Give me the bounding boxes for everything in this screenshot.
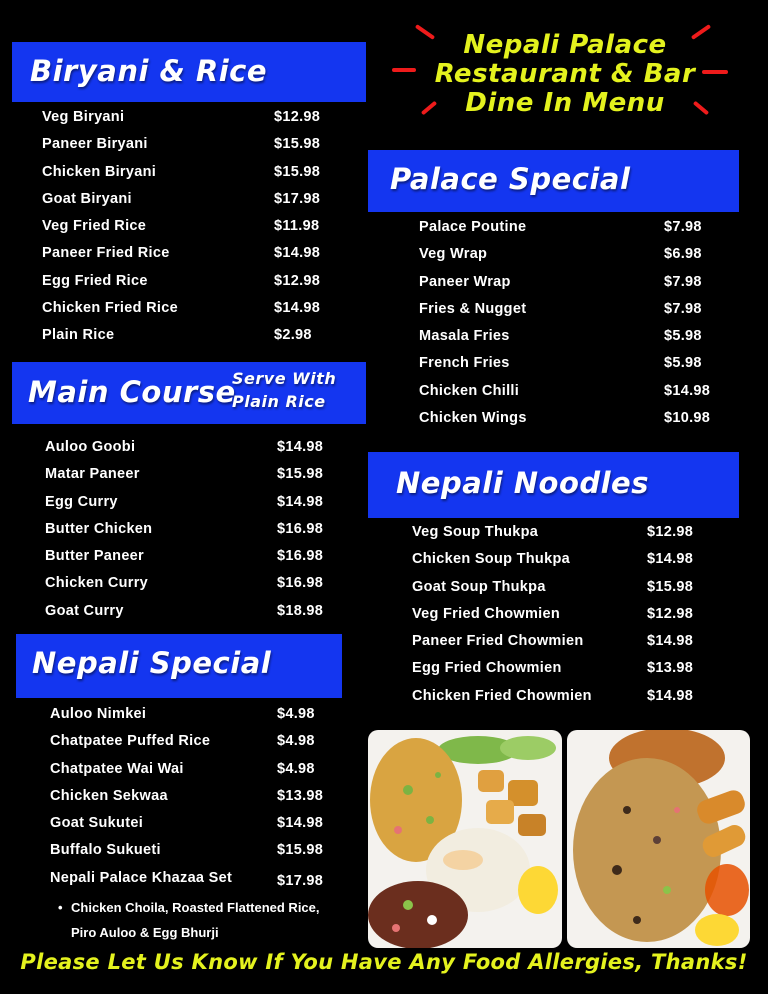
menu-item <box>42 109 342 136</box>
item-name: Butter Chicken <box>45 520 153 537</box>
item-price: $5.98 <box>664 328 702 345</box>
nepali-noodles-list <box>412 524 722 715</box>
menu-item <box>412 660 722 687</box>
item-price: $14.98 <box>277 439 324 455</box>
item-name: Goat Soup Thukpa <box>412 578 546 595</box>
item-price: $17.98 <box>277 872 324 889</box>
item-name: Masala Fries <box>419 328 510 345</box>
item-price: $14.98 <box>274 245 321 262</box>
item-price: $12.98 <box>647 605 694 622</box>
item-name: Goat Sukutei <box>50 815 144 832</box>
item-name: Egg Curry <box>45 493 118 510</box>
item-name: Chicken Biryani <box>42 163 157 180</box>
item-price: $15.98 <box>647 578 694 595</box>
item-name: Chatpatee Wai Wai <box>50 760 184 777</box>
menu-item <box>42 300 342 327</box>
item-name: Buffalo Sukueti <box>50 842 161 859</box>
menu-item <box>412 524 722 551</box>
item-price: $2.98 <box>274 327 312 344</box>
menu-item <box>412 551 722 578</box>
item-price: $14.98 <box>274 300 321 317</box>
title-line-3: Dine In Menu <box>465 88 665 118</box>
menu-item <box>50 761 340 788</box>
item-name: Chicken Wings <box>419 410 527 427</box>
item-price: $12.98 <box>274 272 321 289</box>
menu-item <box>50 815 340 842</box>
nepali-noodles-banner <box>368 452 739 518</box>
item-price: $10.98 <box>664 410 711 427</box>
item-name: Nepali Palace Khazaa Set <box>50 869 233 886</box>
item-price: $15.98 <box>274 136 321 153</box>
food-photo-plate <box>368 730 562 948</box>
item-price: $12.98 <box>274 109 321 125</box>
menu-item <box>50 842 340 869</box>
item-name: Egg Fried Chowmien <box>412 660 562 677</box>
menu-item <box>45 439 345 466</box>
item-name: Chicken Fried Chowmien <box>412 687 592 704</box>
item-name: Matar Paneer <box>45 466 140 483</box>
menu-item <box>50 706 340 733</box>
palace-special-banner <box>368 150 739 212</box>
menu-item <box>45 466 345 493</box>
item-price: $16.98 <box>277 575 324 592</box>
menu-item <box>42 245 342 272</box>
item-price: $5.98 <box>664 355 702 372</box>
main-course-heading: Main Course <box>28 375 236 409</box>
nepali-special-list <box>50 706 340 897</box>
item-price: $15.98 <box>274 163 321 180</box>
item-price: $18.98 <box>277 602 324 619</box>
menu-item <box>45 548 345 575</box>
menu-item <box>419 355 729 382</box>
item-name: Chicken Sekwaa <box>50 787 168 804</box>
item-name: Paneer Biryani <box>42 136 148 153</box>
item-name: Chicken Chilli <box>419 382 520 399</box>
item-price: $16.98 <box>277 520 324 537</box>
bullet-dot: • <box>58 900 63 915</box>
item-name: Chicken Soup Thukpa <box>412 551 570 568</box>
menu-item <box>50 733 340 760</box>
item-price: $12.98 <box>647 524 694 540</box>
main-course-note-line-1: Serve With <box>232 369 337 388</box>
item-price: $14.98 <box>664 382 711 399</box>
menu-item <box>419 410 729 437</box>
item-name: Auloo Nimkei <box>50 706 147 722</box>
rice-illustration <box>567 730 750 948</box>
item-price: $14.98 <box>277 815 324 832</box>
menu-item <box>412 579 722 606</box>
menu-item <box>419 301 729 328</box>
title-line-1: Nepali Palace <box>463 30 667 60</box>
item-name: Chatpatee Puffed Rice <box>50 733 211 750</box>
item-name: French Fries <box>419 355 510 372</box>
item-price: $7.98 <box>664 219 702 235</box>
allergy-notice: Please Let Us Know If You Have Any Food Allergies, Thanks! <box>20 950 748 974</box>
menu-item <box>45 575 345 602</box>
item-price: $7.98 <box>664 273 702 290</box>
item-name: Goat Biryani <box>42 190 132 207</box>
khazaa-set-note-text: Chicken Choila, Roasted Flattened Rice, Piro Auloo & Egg Bhurji <box>71 900 320 940</box>
nepali-special-banner <box>16 634 342 698</box>
item-price: $13.98 <box>647 660 694 677</box>
menu-item <box>45 603 345 630</box>
item-name: Fries & Nugget <box>419 300 527 317</box>
menu-item <box>412 633 722 660</box>
item-name: Chicken Fried Rice <box>42 300 178 317</box>
menu-item <box>42 191 342 218</box>
item-price: $6.98 <box>664 246 702 263</box>
title-line-2: Restaurant & Bar <box>434 59 696 89</box>
item-name: Veg Fried Rice <box>42 218 147 235</box>
item-price: $14.98 <box>647 551 694 568</box>
item-name: Egg Fried Rice <box>42 272 148 289</box>
item-price: $4.98 <box>277 733 315 750</box>
palace-special-heading: Palace Special <box>390 162 631 196</box>
item-name: Goat Curry <box>45 602 124 619</box>
menu-item <box>42 164 342 191</box>
item-name: Paneer Fried Chowmien <box>412 633 584 650</box>
item-price: $16.98 <box>277 548 324 565</box>
menu-item <box>42 273 342 300</box>
menu-item <box>42 218 342 245</box>
item-name: Auloo Goobi <box>45 439 136 455</box>
item-name: Veg Wrap <box>419 246 488 263</box>
menu-item <box>419 219 729 246</box>
menu-item <box>42 136 342 163</box>
item-price: $11.98 <box>274 218 320 235</box>
item-price: $15.98 <box>277 842 324 859</box>
item-name: Chicken Curry <box>45 575 149 592</box>
nepali-noodles-heading: Nepali Noodles <box>396 466 649 500</box>
menu-item <box>419 246 729 273</box>
food-photo-rice <box>567 730 750 948</box>
restaurant-title <box>400 28 730 128</box>
item-price: $14.98 <box>647 687 694 704</box>
item-price: $15.98 <box>277 466 324 483</box>
menu-item <box>50 870 340 897</box>
item-name: Paneer Wrap <box>419 273 511 290</box>
item-name: Veg Soup Thukpa <box>412 524 539 540</box>
menu-item <box>45 521 345 548</box>
item-price: $13.98 <box>277 787 324 804</box>
biryani-list <box>42 109 342 355</box>
item-name: Palace Poutine <box>419 219 527 235</box>
menu-item <box>419 328 729 355</box>
main-course-note-line-2: Plain Rice <box>232 392 326 411</box>
main-course-banner <box>12 362 366 424</box>
plate-illustration <box>368 730 562 948</box>
item-price: $7.98 <box>664 300 702 317</box>
item-price: $14.98 <box>277 493 324 510</box>
main-course-list <box>45 439 345 630</box>
item-name: Paneer Fried Rice <box>42 245 170 262</box>
item-name: Plain Rice <box>42 327 115 344</box>
item-name: Butter Paneer <box>45 548 144 565</box>
item-price: $17.98 <box>274 190 321 207</box>
menu-item <box>412 688 722 715</box>
menu-item <box>50 788 340 815</box>
menu-item <box>412 606 722 633</box>
menu-item <box>45 494 345 521</box>
menu-item <box>419 383 729 410</box>
item-price: $4.98 <box>277 760 315 777</box>
biryani-banner <box>12 42 366 102</box>
nepali-special-heading: Nepali Special <box>32 646 272 680</box>
menu-item <box>42 327 342 354</box>
biryani-heading: Biryani & Rice <box>30 54 268 88</box>
item-name: Veg Fried Chowmien <box>412 605 561 622</box>
item-name: Veg Biryani <box>42 109 125 125</box>
menu-item <box>419 274 729 301</box>
item-price: $4.98 <box>277 706 315 722</box>
item-price: $14.98 <box>647 633 694 650</box>
palace-special-list <box>419 219 729 437</box>
